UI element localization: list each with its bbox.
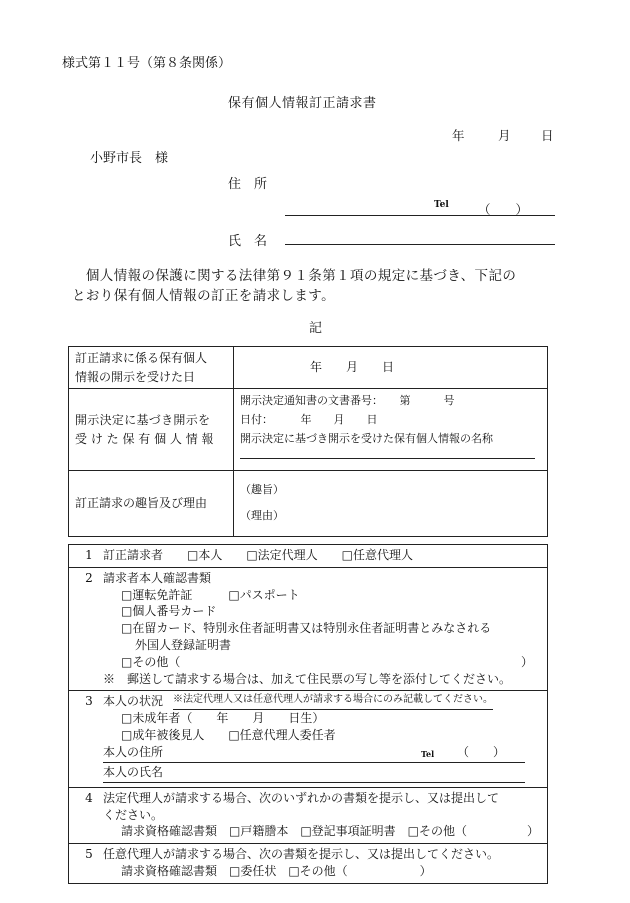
disclosed-info-label-1: 開示決定に基づき開示を (75, 412, 211, 427)
requester-type-options[interactable]: 訂正請求者 □本人 □法定代理人 □任意代理人 (103, 548, 414, 562)
id-doc-option-3[interactable]: □在留カード、特別永住者証明書又は特別永住者証明書とみなされる (121, 621, 492, 636)
date-year-label: 年 (452, 128, 465, 143)
principal-address-row[interactable] (75, 744, 541, 764)
principal-name-label: 本人の氏名 (103, 764, 164, 779)
disclosed-info-label-cell (69, 389, 234, 471)
section-4-text-2: ください。 (103, 807, 164, 822)
section-2-title: 請求者本人確認書類 (103, 570, 212, 585)
id-doc-other-close: ） (520, 654, 533, 669)
ki-heading: 記 (309, 321, 323, 336)
tel-label: Tel (434, 200, 449, 210)
received-date-label-cell (69, 347, 234, 389)
name-line[interactable] (285, 244, 555, 245)
request-detail-table (68, 346, 548, 537)
section-2 (69, 567, 548, 691)
section-3-title: 本人の状況 (103, 694, 164, 709)
principal-tel-label: Tel (421, 748, 435, 759)
received-date-value[interactable] (234, 347, 548, 389)
requester-info-table (68, 544, 548, 884)
disclosed-info-label-2: 受 け た 保 有 個 人 情 報 (75, 431, 214, 446)
body-text-1: 個人情報の保護に関する法律第９１条第１項の規定に基づき、下記の (72, 268, 517, 284)
form-number: 様式第１１号（第８条関係） (62, 56, 232, 71)
id-doc-option-2[interactable]: □個人番号カード (121, 604, 217, 619)
section-4-number: 4 (85, 790, 93, 805)
received-date-label-2: 情報の開示を受けた日 (75, 369, 196, 384)
id-doc-other-label: □その他（ (121, 654, 181, 669)
disclosed-info-name-line (240, 458, 535, 459)
section-3-note: ※法定代理人又は任意代理人が請求する場合にのみ記載してください。 (173, 693, 493, 710)
section-5-number: 5 (85, 847, 93, 862)
id-doc-option-1[interactable]: □運転免許証 □パスポート (121, 587, 300, 602)
address-label: 住 所 (228, 177, 268, 192)
section-5-text: 任意代理人が請求する場合、次の書類を提示し、又は提出してください。 (103, 847, 500, 862)
purpose-reason-cell[interactable] (234, 471, 548, 537)
section-3-number: 3 (85, 694, 93, 709)
section-2-number: 2 (85, 570, 93, 585)
section-1 (69, 545, 548, 568)
date-day-label: 日 (541, 128, 554, 143)
addressee: 小野市長 様 (90, 151, 169, 166)
principal-address-label: 本人の住所 (103, 744, 164, 759)
name-label: 氏 名 (228, 234, 268, 249)
section-1-number: 1 (85, 548, 93, 562)
body-text-2: とおり保有個人情報の訂正を請求します。 (72, 288, 336, 304)
tel-paren: （ ） (478, 202, 529, 217)
section-5 (69, 844, 548, 884)
reason-label: （理由） (240, 509, 284, 522)
legal-rep-doc-options[interactable]: 請求資格確認書類 □戸籍謄本 □登記事項証明書 □その他（ ） (121, 824, 540, 839)
disclosed-info-cell[interactable] (234, 389, 548, 471)
notice-doc-number: 開示決定通知書の文書番号： 第 号 (240, 394, 455, 407)
notice-date: 日付： 年 月 日 (240, 413, 378, 426)
mail-note: ※ 郵送して請求する場合は、加えて住民票の写し等を添付してください。 (103, 671, 512, 686)
purpose-reason-label-cell (69, 471, 234, 537)
date-month-label: 月 (498, 128, 511, 143)
principal-tel-paren: （ ） (457, 744, 506, 759)
id-doc-option-3b: 外国人登録証明書 (135, 637, 232, 652)
received-date-text: 年 月 日 (310, 360, 395, 374)
purpose-reason-label: 訂正請求の趣旨及び理由 (75, 496, 208, 510)
status-option-minor[interactable]: □未成年者（ 年 月 日生） (121, 711, 325, 726)
received-date-label-1: 訂正請求に係る保有個人 (75, 350, 208, 365)
purpose-label: （趣旨） (240, 483, 284, 496)
form-title: 保有個人情報訂正請求書 (228, 96, 377, 111)
principal-name-row[interactable] (75, 764, 541, 784)
agent-doc-options[interactable]: 請求資格確認書類 □委任状 □その他（ ） (121, 863, 432, 878)
principal-address-line (103, 762, 525, 763)
disclosed-info-name: 開示決定に基づき開示を受けた保有個人情報の名称 (240, 432, 493, 445)
section-3 (69, 691, 548, 787)
section-4 (69, 787, 548, 843)
status-option-ward[interactable]: □成年被後見人 □任意代理人委任者 (121, 727, 336, 742)
id-doc-option-other[interactable] (75, 654, 541, 671)
principal-name-line (103, 782, 525, 783)
section-4-text-1: 法定代理人が請求する場合、次のいずれかの書類を提示し、又は提出して (103, 790, 500, 805)
